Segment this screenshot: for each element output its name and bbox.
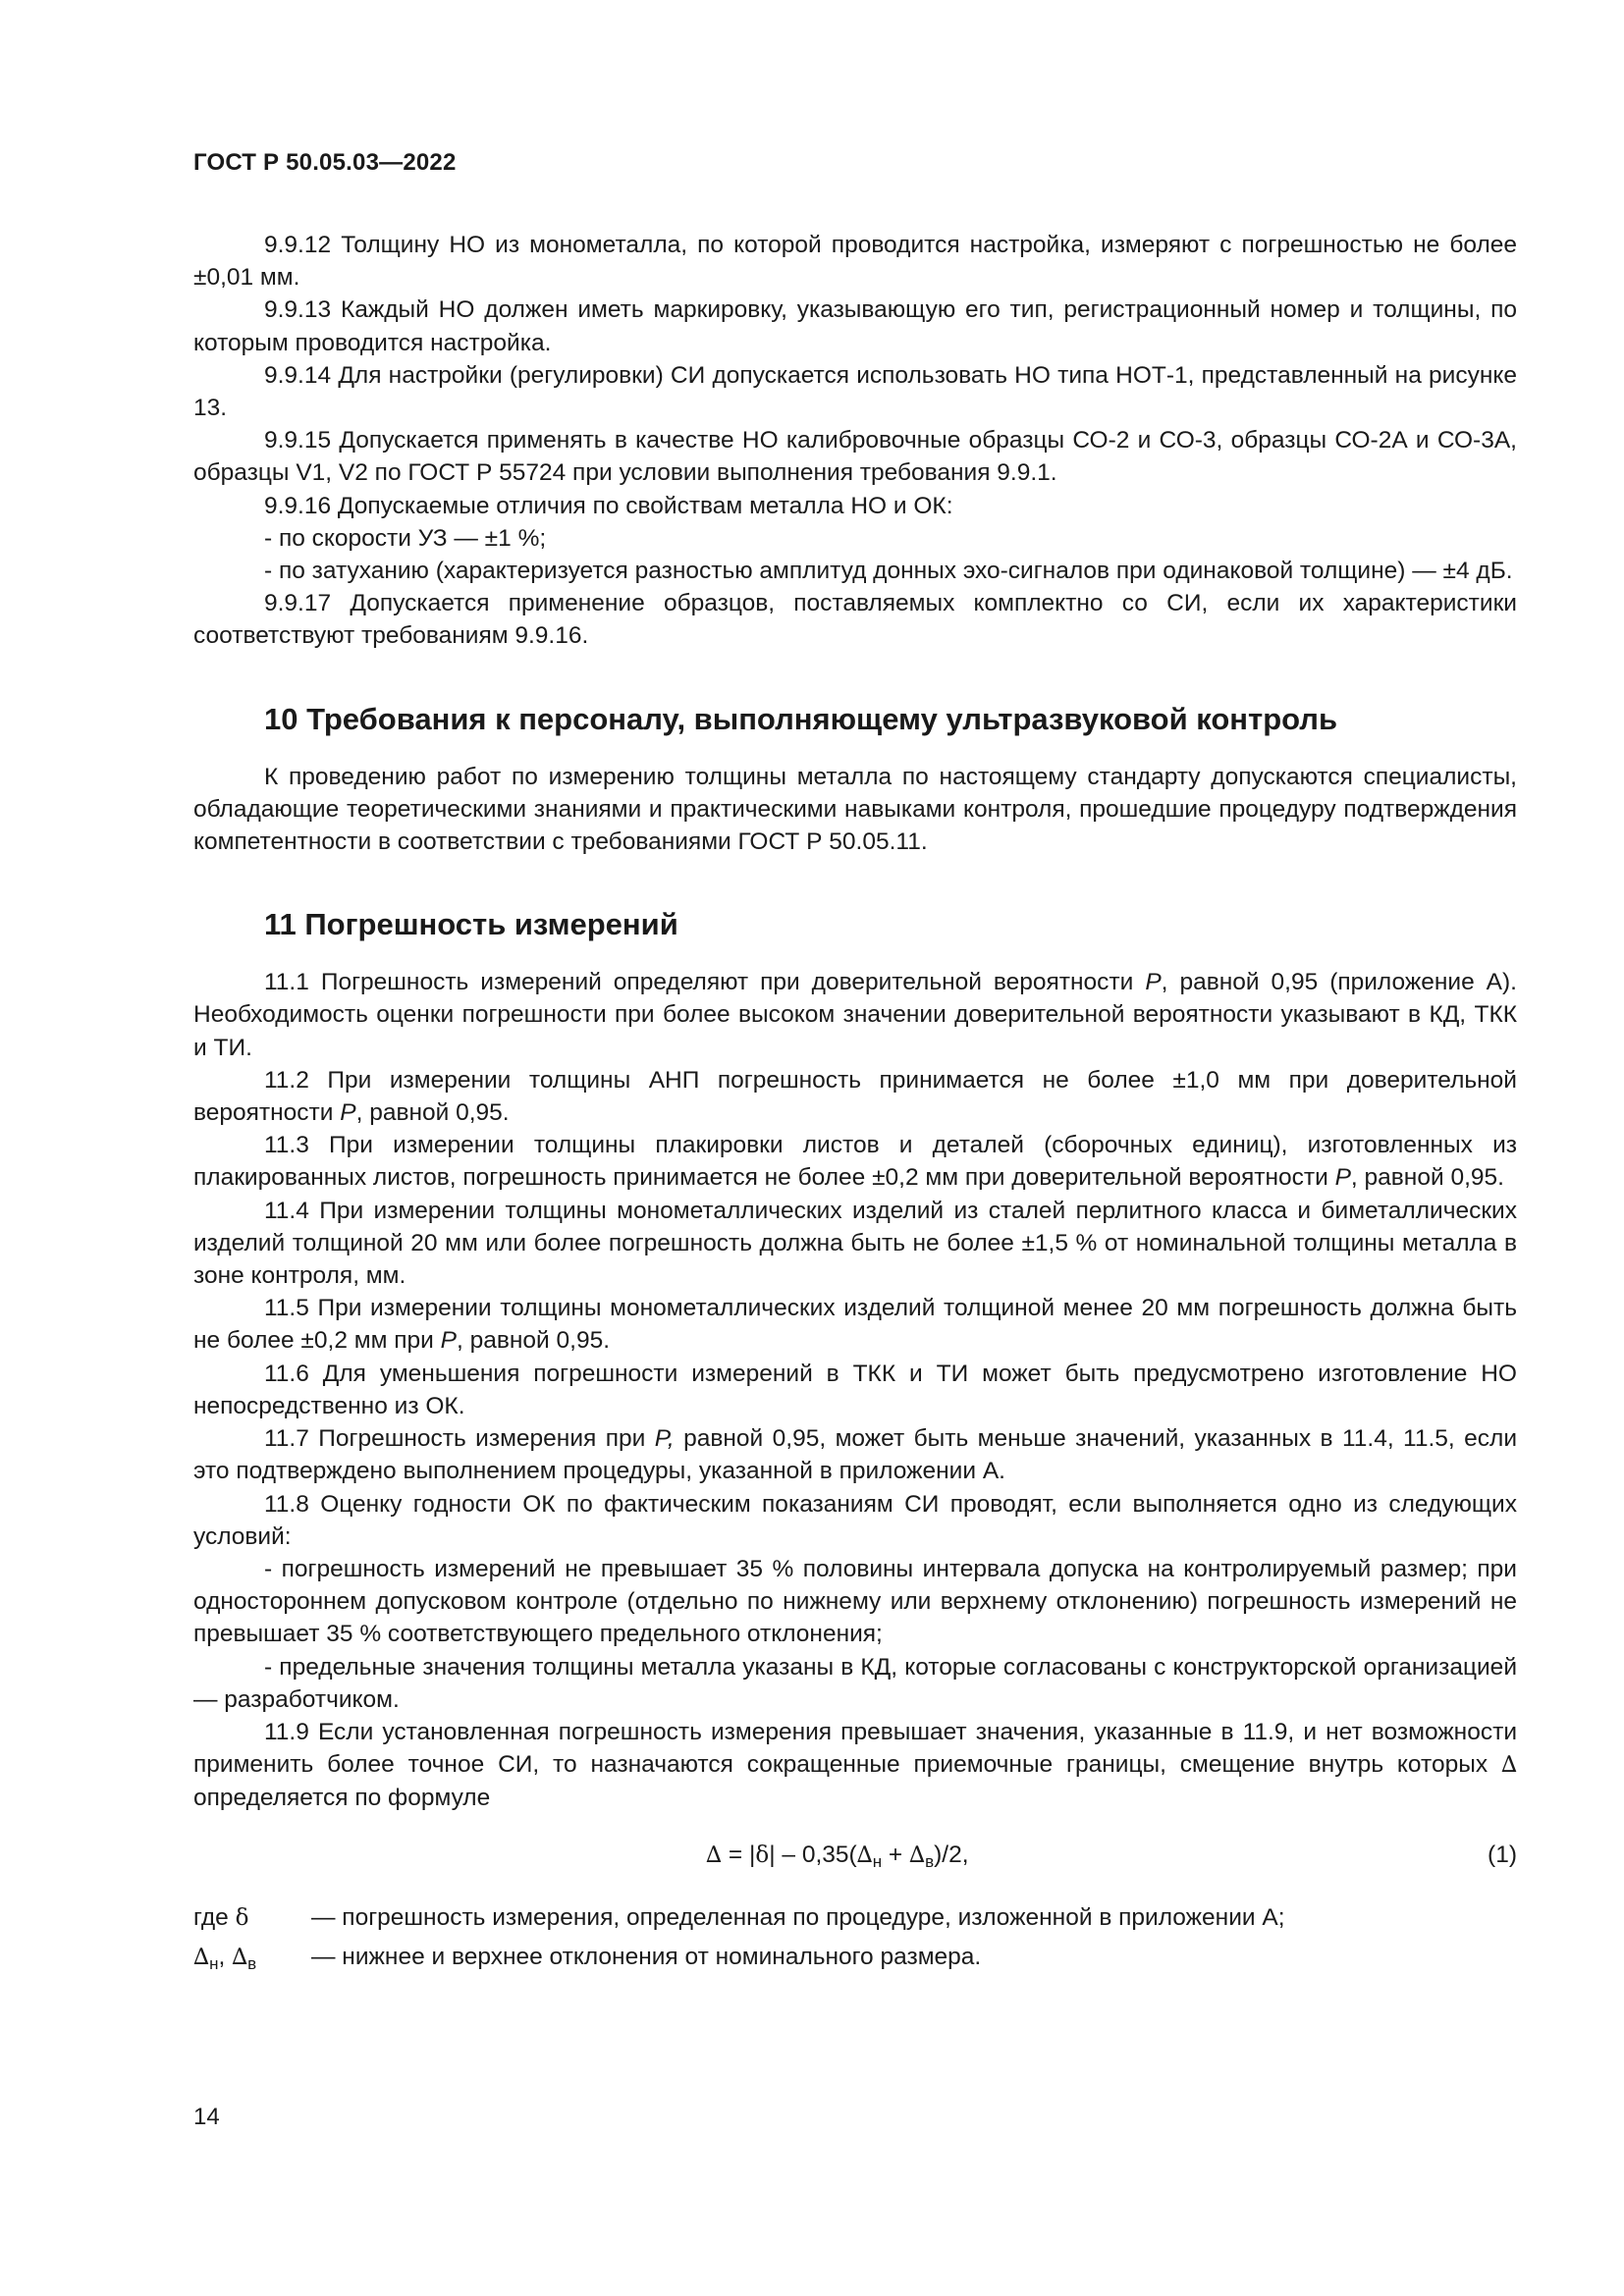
section-11-heading: 11 Погрешность измерений (264, 907, 678, 942)
paragraph-11-5: 11.5 При измерении толщины монометаллических изделий толщиной менее 20 мм погрешность должна быть не более ±0,2 мм при P, равной 0,95. (193, 1295, 1517, 1355)
paragraph-9-9-16: 9.9.16 Допускаемые отличия по свойствам металла НО и ОК: (264, 492, 953, 519)
formula-number: (1) (1488, 1841, 1517, 1868)
section-10-heading: 10 Требования к персоналу, выполняющему ультразвуковой контроль (264, 701, 1338, 736)
paragraph-11-1: 11.1 Погрешность измерений определяют при доверительной вероятности P, равной 0,95 (приложение А). Необходимость оценки погрешности при более высоком значении доверительной вероятности указывают в КД, ТКК и ТИ. (193, 969, 1517, 1061)
paragraph-11-6: 11.6 Для уменьшения погрешности измерений в ТКК и ТИ может быть предусмотрено изготовление НО непосредственно из ОК. (193, 1360, 1517, 1419)
list-item-speed: - по скорости УЗ — ±1 %; (264, 524, 547, 552)
list-item-attenuation: - по затуханию (характеризуется разностью амплитуд донных эхо-сигналов при одинаковой толщине) — ±4 дБ. (264, 558, 1513, 585)
paragraph-11-8: 11.8 Оценку годности ОК по фактическим показаниям СИ проводят, если выполняется одно из следующих условий: (193, 1490, 1517, 1550)
definition-deviations: $\Delta_н$, $\Delta_в$ — нижнее и верхнее отклонения от номинального размера. (193, 1943, 982, 1973)
paragraph-9-9-17: 9.9.17 Допускается применение образцов, поставляемых комплектно со СИ, если их характеристики соответствуют требованиям 9.9.16. (193, 590, 1517, 650)
page-number: 14 (193, 2104, 220, 2130)
definition-delta: где δ — погрешность измерения, определенная по процедуре, изложенной в приложении А; (193, 1903, 1285, 1931)
paragraph-9-9-12: 9.9.12 Толщину НО из монометалла, по которой проводится настройка, измеряют с погрешностью не более ±0,01 мм. (193, 232, 1517, 292)
document-header: ГОСТ Р 50.05.03—2022 (193, 149, 457, 176)
paragraph-11-4: 11.4 При измерении толщины монометаллических изделий из сталей перлитного класса и биметаллических изделий толщиной 20 мм или более погрешность должна быть не более ±1,5 % от номинальной толщины металла в зоне контроля, мм. (193, 1197, 1517, 1290)
paragraph-9-9-13: 9.9.13 Каждый НО должен иметь маркировку, указывающую его тип, регистрационный номер и толщины, по которым проводится настройка. (193, 296, 1517, 356)
page-content (193, 229, 1517, 1980)
paragraph-11-7: 11.7 Погрешность измерения при P, равной 0,95, может быть меньше значений, указанных в 11.4, 11.5, если это подтверждено выполнением процедуры, указанной в приложении А. (193, 1425, 1517, 1485)
formula-1 (193, 1825, 1517, 1888)
section-10-text: К проведению работ по измерению толщины металла по настоящему стандарту допускаются специалисты, обладающие теоретическими знаниями и практическими навыками контроля, прошедшие процедуру подтверждения компетентности в соответствии с требованиями ГОСТ Р 50.05.11. (193, 763, 1517, 856)
list-item-tolerance: - погрешность измерений не превышает 35 % половины интервала допуска на контролируемый размер; при одностороннем допусковом контроле (отдельно по нижнему или верхнему отклонению) погрешность измерений не превышает 35 % соответствующего предельного отклонения; (193, 1555, 1517, 1648)
paragraph-9-9-15: 9.9.15 Допускается применять в качестве НО калибровочные образцы СО-2 и СО-3, образцы СО-2А и СО-3А, образцы V1, V2 по ГОСТ Р 55724 при условии выполнения требования 9.9.1. (193, 427, 1517, 487)
list-item-limits: - предельные значения толщины металла указаны в КД, которые согласованы с конструкторской организацией — разработчиком. (193, 1653, 1517, 1713)
paragraph-9-9-14: 9.9.14 Для настройки (регулировки) СИ допускается использовать НО типа НОТ-1, представленный на рисунке 13. (193, 361, 1517, 422)
formula-expression: ∆ = $|\delta| - 0,35(\Delta_н + \Delta_в)/2$, (706, 1841, 969, 1871)
paragraph-11-3: 11.3 При измерении толщины плакировки листов и деталей (сборочных единиц), изготовленных из плакированных листов, погрешность принимается не более ±0,2 мм при доверительной вероятности P, равной 0,95. (193, 1132, 1517, 1192)
formula-definitions (193, 1901, 1517, 1974)
paragraph-11-2: 11.2 При измерении толщины АНП погрешность принимается не более ±1,0 мм при доверительной вероятности P, равной 0,95. (193, 1066, 1517, 1127)
paragraph-11-9: 11.9 Если установленная погрешность измерения превышает значения, указанные в 11.9, и нет возможности применить более точное СИ, то назначаются сокращенные приемочные границы, смещение внутрь которых ∆ определяется по формуле (193, 1718, 1517, 1812)
